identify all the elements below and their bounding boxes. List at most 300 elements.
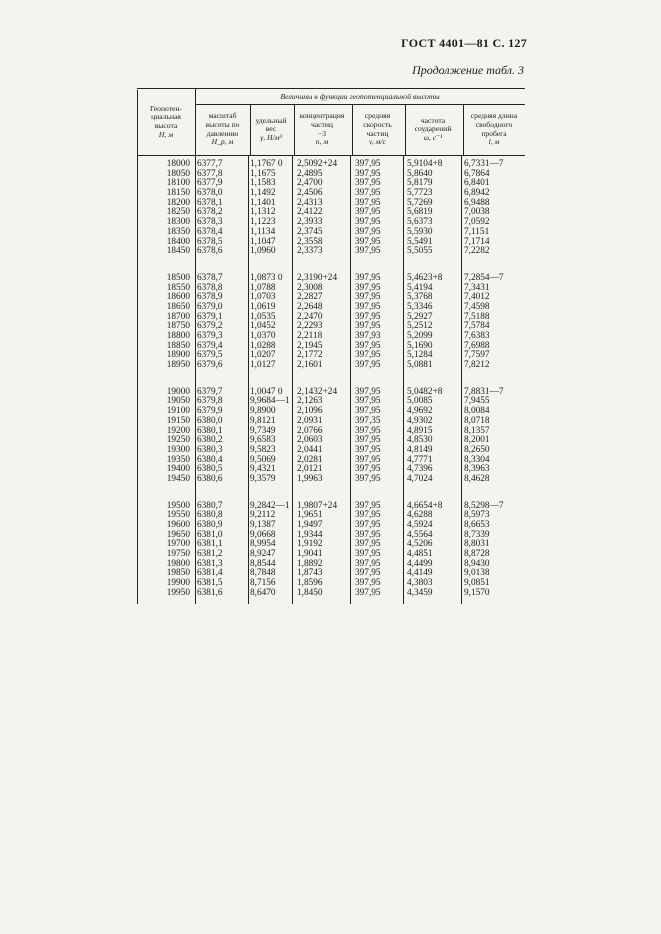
cell-n: 2,4506 (297, 188, 323, 199)
cell-n: 1,9344 (297, 529, 323, 540)
cell-w: 5,5055 (407, 246, 433, 257)
cell-l: 8,5973 (464, 510, 490, 521)
cell-h: 19100 (166, 406, 190, 417)
cell-v: 397,95 (355, 464, 381, 475)
cell-w: 5,4194 (407, 282, 433, 293)
cell-n: 2,1096 (297, 406, 323, 417)
cell-h: 19950 (166, 587, 190, 598)
cell-h: 18200 (166, 197, 190, 208)
cell-h: 18600 (166, 292, 190, 303)
table-body (137, 156, 525, 604)
cell-hp: 6378,5 (197, 236, 223, 247)
cell-l: 7,1151 (464, 226, 490, 237)
cell-w: 4,4149 (407, 568, 433, 579)
cell-hp: 6379,0 (197, 301, 223, 312)
cell-v: 397,95 (355, 321, 381, 332)
cell-v: 397,95 (355, 217, 381, 228)
cell-g: 1,0207 (250, 350, 276, 361)
cell-h: 19200 (166, 425, 190, 436)
cell-h: 18100 (166, 178, 190, 189)
cell-g: 8,9954 (250, 539, 276, 550)
cell-g: 1,1047 (250, 236, 276, 247)
cell-w: 4,9302 (407, 415, 433, 426)
cell-v: 397,95 (355, 168, 381, 179)
cell-l: 9,1570 (464, 587, 490, 598)
cell-v: 397,95 (355, 529, 381, 540)
cell-n: 2,3558 (297, 236, 323, 247)
cell-h: 18650 (166, 301, 190, 312)
cell-l: 7,2282 (464, 246, 490, 257)
cell-v: 397,95 (355, 587, 381, 598)
cell-g: 1,0960 (250, 246, 276, 257)
cell-hp: 6381,3 (197, 558, 223, 569)
cell-n: 2,5092+24 (297, 159, 338, 169)
cell-g: 1,0703 (250, 292, 276, 303)
cell-v: 397,95 (355, 197, 381, 208)
cell-g: 1,0788 (250, 282, 276, 293)
cell-hp: 6380,0 (197, 415, 223, 426)
cell-hp: 6381,6 (197, 587, 223, 598)
cell-h: 19900 (166, 578, 190, 589)
cell-v: 397,95 (355, 236, 381, 247)
cell-g: 1,1767 0 (250, 159, 283, 169)
cell-hp: 6379,4 (197, 340, 223, 351)
cell-g: 1,1401 (250, 197, 276, 208)
cell-hp: 6379,5 (197, 350, 223, 361)
cell-g: 8,7848 (250, 568, 276, 579)
header-n: концентрация частиц −3 n, м (292, 104, 353, 155)
cell-v: 397,95 (355, 549, 381, 560)
cell-v: 397,95 (355, 292, 381, 303)
cell-l: 7,5784 (464, 321, 490, 332)
cell-h: 18400 (166, 236, 190, 247)
cell-hp: 6377,7 (197, 159, 223, 169)
cell-l: 7,6383 (464, 331, 490, 341)
cell-h: 19000 (166, 386, 190, 397)
cell-l: 7,9455 (464, 396, 490, 407)
cell-n: 2,4895 (297, 168, 323, 179)
cell-w: 4,3459 (407, 587, 433, 598)
cell-v: 397,95 (355, 207, 381, 218)
cell-n: 2,3745 (297, 226, 323, 237)
cell-h: 18150 (166, 188, 190, 199)
cell-l: 8,0084 (464, 406, 490, 417)
cell-w: 4,3803 (407, 578, 433, 589)
cell-n: 1,9963 (297, 473, 323, 484)
cell-h: 18800 (166, 331, 190, 341)
cell-w: 5,6819 (407, 207, 433, 218)
cell-hp: 6380,9 (197, 520, 223, 530)
cell-g: 9,8900 (250, 406, 276, 417)
cell-n: 2,4313 (297, 197, 323, 208)
cell-hp: 6378,2 (197, 207, 223, 218)
cell-w: 4,8530 (407, 435, 433, 446)
cell-h: 18050 (166, 168, 190, 179)
cell-w: 5,1690 (407, 340, 433, 351)
cell-v: 397,95 (355, 578, 381, 589)
table-rows (137, 160, 525, 599)
cell-hp: 6381,4 (197, 568, 223, 579)
cell-g: 1,1583 (250, 178, 276, 189)
cell-hp: 6379,1 (197, 311, 223, 322)
cell-hp: 6379,3 (197, 331, 223, 341)
cell-v: 397,95 (355, 396, 381, 407)
cell-w: 5,8640 (407, 168, 433, 179)
group-gap (137, 371, 525, 388)
cell-hp: 6379,9 (197, 406, 223, 417)
header-h: Геопотен- циальная высота H, м (137, 89, 196, 155)
cell-n: 2,1772 (297, 350, 323, 361)
cell-l: 7,3431 (464, 282, 490, 293)
cell-n: 2,1601 (297, 360, 323, 371)
cell-v: 397,95 (355, 350, 381, 361)
cell-n: 2,1263 (297, 396, 323, 407)
cell-hp: 6380,4 (197, 454, 223, 465)
cell-n: 2,2118 (297, 331, 323, 341)
cell-w: 5,6373 (407, 217, 433, 228)
cell-hp: 6378,7 (197, 272, 223, 283)
cell-v: 397,95 (355, 360, 381, 371)
cell-v: 397,95 (355, 454, 381, 465)
cell-l: 7,0592 (464, 217, 490, 228)
cell-l: 8,9430 (464, 558, 490, 569)
cell-l: 8,1357 (464, 425, 490, 436)
cell-h: 18450 (166, 246, 190, 257)
cell-n: 2,1432+24 (297, 386, 338, 397)
cell-n: 1,9192 (297, 539, 323, 550)
cell-l: 9,0138 (464, 568, 490, 579)
cell-w: 5,0482+8 (407, 386, 443, 397)
cell-hp: 6381,0 (197, 529, 223, 540)
cell-h: 19550 (166, 510, 190, 521)
cell-g: 1,0288 (250, 340, 276, 351)
cell-g: 9,8121 (250, 415, 276, 426)
cell-l: 8,4628 (464, 473, 490, 484)
cell-h: 19700 (166, 539, 190, 550)
cell-n: 2,2293 (297, 321, 323, 332)
cell-v: 397,95 (355, 558, 381, 569)
cell-hp: 6378,6 (197, 246, 223, 257)
cell-n: 1,8892 (297, 558, 323, 569)
cell-v: 397,95 (355, 568, 381, 579)
cell-w: 4,4851 (407, 549, 433, 560)
cell-g: 8,8544 (250, 558, 276, 569)
cell-w: 5,2099 (407, 331, 433, 341)
header-w: частота соударений ω, с⁻¹ (403, 104, 464, 155)
cell-h: 19450 (166, 473, 190, 484)
page-header: ГОСТ 4401—81 С. 127 (401, 36, 527, 50)
cell-hp: 6381,1 (197, 539, 223, 550)
cell-n: 1,8743 (297, 568, 323, 579)
cell-g: 1,1312 (250, 207, 276, 218)
cell-g: 8,6470 (250, 587, 276, 598)
cell-w: 5,0085 (407, 396, 433, 407)
cell-n: 2,0121 (297, 464, 323, 475)
group-gap (137, 485, 525, 502)
cell-w: 5,3346 (407, 301, 433, 312)
cell-n: 1,9807+24 (297, 500, 338, 511)
cell-g: 9,7349 (250, 425, 276, 436)
cell-l: 8,5298—7 (464, 500, 504, 511)
cell-w: 5,1284 (407, 350, 433, 361)
cell-n: 2,2470 (297, 311, 323, 322)
cell-g: 1,0047 0 (250, 386, 283, 397)
header-hp: масштаб высоты по давлению H_p, м (195, 104, 251, 155)
cell-w: 4,7771 (407, 454, 433, 465)
cell-v: 397,95 (355, 435, 381, 446)
cell-n: 2,0603 (297, 435, 323, 446)
cell-h: 19300 (166, 444, 190, 455)
cell-l: 7,8831—7 (464, 386, 504, 397)
cell-v: 397,95 (355, 510, 381, 521)
cell-h: 19650 (166, 529, 190, 540)
cell-n: 2,0931 (297, 415, 323, 426)
cell-w: 4,9692 (407, 406, 433, 417)
cell-n: 1,8450 (297, 587, 323, 598)
cell-l: 6,9488 (464, 197, 490, 208)
cell-w: 5,7723 (407, 188, 433, 199)
cell-l: 7,5188 (464, 311, 490, 322)
cell-l: 7,8212 (464, 360, 490, 371)
cell-hp: 6377,9 (197, 178, 223, 189)
cell-hp: 6380,3 (197, 444, 223, 455)
cell-h: 19150 (166, 415, 190, 426)
header-group: Величины в функции геопотенциальной высоты масштаб высоты по давлению H_p, м удельный вес γ, Н/м³ концентрация частиц −3 n, м средняя скорость частиц v, м/с частота соударений ω, с⁻¹ средняя длина свободного пробега l, м (195, 89, 525, 155)
cell-g: 9,2112 (250, 510, 276, 521)
group-gap (137, 257, 525, 274)
cell-w: 5,2927 (407, 311, 433, 322)
cell-v: 397,93 (355, 331, 381, 341)
cell-l: 8,0718 (464, 415, 490, 426)
cell-n: 2,1945 (297, 340, 323, 351)
table-row (137, 475, 525, 485)
cell-w: 5,3768 (407, 292, 433, 303)
table-row (137, 361, 525, 371)
cell-n: 1,8596 (297, 578, 323, 589)
cell-w: 4,5924 (407, 520, 433, 530)
cell-g: 9,2842—1 (250, 500, 290, 511)
cell-h: 18850 (166, 340, 190, 351)
cell-w: 5,8179 (407, 178, 433, 189)
cell-v: 397,95 (355, 473, 381, 484)
cell-h: 19400 (166, 464, 190, 475)
cell-w: 5,5491 (407, 236, 433, 247)
cell-hp: 6377,8 (197, 168, 223, 179)
cell-h: 19800 (166, 558, 190, 569)
cell-l: 6,8401 (464, 178, 490, 189)
header-gamma: удельный вес γ, Н/м³ (248, 104, 295, 155)
cell-v: 397,95 (355, 539, 381, 550)
header-l: средняя длина свободного пробега l, м (470, 111, 518, 147)
cell-n: 2,0441 (297, 444, 323, 455)
cell-n: 2,2648 (297, 301, 323, 312)
cell-v: 397,95 (355, 520, 381, 530)
cell-g: 9,6583 (250, 435, 276, 446)
cell-v: 397,95 (355, 159, 381, 169)
cell-l: 8,7339 (464, 529, 490, 540)
cell-l: 7,0038 (464, 207, 490, 218)
cell-g: 9,1387 (250, 520, 276, 530)
cell-h: 19750 (166, 549, 190, 560)
cell-n: 2,0281 (297, 454, 323, 465)
cell-l: 7,4012 (464, 292, 490, 303)
cell-h: 19250 (166, 435, 190, 446)
cell-hp: 6380,8 (197, 510, 223, 521)
cell-h: 18300 (166, 217, 190, 228)
cell-n: 2,3190+24 (297, 272, 338, 283)
header-v: средняя скорость частиц v, м/с (350, 104, 406, 155)
cell-l: 8,8728 (464, 549, 490, 560)
cell-h: 18950 (166, 360, 190, 371)
cell-hp: 6380,2 (197, 435, 223, 446)
cell-hp: 6380,5 (197, 464, 223, 475)
cell-w: 5,0881 (407, 360, 433, 371)
cell-g: 1,0452 (250, 321, 276, 332)
cell-n: 2,3933 (297, 217, 323, 228)
cell-hp: 6378,3 (197, 217, 223, 228)
cell-w: 5,9104+8 (407, 159, 443, 169)
cell-h: 18900 (166, 350, 190, 361)
cell-l: 8,8031 (464, 539, 490, 550)
cell-h: 19500 (166, 500, 190, 511)
cell-v: 397,95 (355, 386, 381, 397)
cell-n: 2,4700 (297, 178, 323, 189)
cell-v: 397,95 (355, 406, 381, 417)
cell-l: 8,3304 (464, 454, 490, 465)
cell-g: 1,1223 (250, 217, 276, 228)
cell-g: 1,0535 (250, 311, 276, 322)
cell-h: 18500 (166, 272, 190, 283)
cell-w: 5,4623+8 (407, 272, 443, 283)
cell-h: 18550 (166, 282, 190, 293)
cell-hp: 6379,8 (197, 396, 223, 407)
cell-w: 4,5564 (407, 529, 433, 540)
cell-w: 4,7024 (407, 473, 433, 484)
cell-g: 9,3579 (250, 473, 276, 484)
cell-hp: 6380,6 (197, 473, 223, 484)
cell-g: 9,0668 (250, 529, 276, 540)
cell-v: 397,95 (355, 301, 381, 312)
cell-l: 7,7597 (464, 350, 490, 361)
cell-l: 7,1714 (464, 236, 490, 247)
cell-hp: 6380,1 (197, 425, 223, 436)
cell-g: 9,4321 (250, 464, 276, 475)
table-row (137, 589, 525, 599)
cell-n: 2,3008 (297, 282, 323, 293)
cell-h: 19850 (166, 568, 190, 579)
cell-g: 1,1134 (250, 226, 276, 237)
cell-h: 18000 (166, 159, 190, 169)
cell-n: 2,0766 (297, 425, 323, 436)
cell-l: 8,3963 (464, 464, 490, 475)
cell-l: 6,8942 (464, 188, 490, 199)
cell-l: 6,7331—7 (464, 159, 504, 169)
cell-h: 18250 (166, 207, 190, 218)
cell-v: 397,95 (355, 444, 381, 455)
cell-w: 5,7269 (407, 197, 433, 208)
cell-w: 5,5930 (407, 226, 433, 237)
cell-v: 397,35 (355, 415, 381, 426)
cell-w: 4,6654+8 (407, 500, 443, 511)
cell-w: 4,8149 (407, 444, 433, 455)
cell-h: 19600 (166, 520, 190, 530)
cell-n: 2,3373 (297, 246, 323, 257)
cell-v: 397,95 (355, 188, 381, 199)
cell-v: 397,95 (355, 311, 381, 322)
cell-w: 4,4499 (407, 558, 433, 569)
cell-l: 8,2001 (464, 435, 490, 446)
cell-l: 8,6653 (464, 520, 490, 530)
cell-w: 4,5206 (407, 539, 433, 550)
cell-n: 1,9497 (297, 520, 323, 530)
cell-h: 19050 (166, 396, 190, 407)
cell-v: 397,95 (355, 500, 381, 511)
cell-g: 8,7156 (250, 578, 276, 589)
cell-w: 4,7396 (407, 464, 433, 475)
cell-h: 19350 (166, 454, 190, 465)
table-row (137, 247, 525, 257)
cell-g: 9,5069 (250, 454, 276, 465)
cell-g: 1,0370 (250, 331, 276, 341)
cell-hp: 6379,7 (197, 386, 223, 397)
cell-l: 7,6988 (464, 340, 490, 351)
cell-hp: 6378,9 (197, 292, 223, 303)
cell-v: 397,95 (355, 246, 381, 257)
cell-h: 18750 (166, 321, 190, 332)
cell-g: 8,9247 (250, 549, 276, 560)
cell-h: 18350 (166, 226, 190, 237)
cell-v: 397,95 (355, 282, 381, 293)
cell-l: 7,4598 (464, 301, 490, 312)
cell-hp: 6378,1 (197, 197, 223, 208)
cell-hp: 6381,2 (197, 549, 223, 560)
cell-l: 6,7864 (464, 168, 490, 179)
cell-g: 1,0619 (250, 301, 276, 312)
cell-g: 1,0127 (250, 360, 276, 371)
cell-v: 397,95 (355, 272, 381, 283)
table-header (137, 89, 525, 156)
cell-v: 397,95 (355, 178, 381, 189)
cell-v: 397,95 (355, 425, 381, 436)
cell-g: 9,5823 (250, 444, 276, 455)
cell-l: 8,2650 (464, 444, 490, 455)
cell-hp: 6379,2 (197, 321, 223, 332)
cell-v: 397,95 (355, 340, 381, 351)
cell-hp: 6379,6 (197, 360, 223, 371)
cell-g: 1,1675 (250, 168, 276, 179)
cell-hp: 6378,4 (197, 226, 223, 237)
cell-w: 4,6288 (407, 510, 433, 521)
cell-hp: 6378,0 (197, 188, 223, 199)
cell-l: 9,0851 (464, 578, 490, 589)
cell-n: 1,9651 (297, 510, 323, 521)
cell-g: 1,1492 (250, 188, 276, 199)
cell-n: 2,2827 (297, 292, 323, 303)
cell-w: 4,8915 (407, 425, 433, 436)
cell-g: 9,9684—1 (250, 396, 290, 407)
table-continuation-caption: Продолжение табл. 3 (412, 63, 524, 77)
cell-v: 397,95 (355, 226, 381, 237)
cell-hp: 6381,5 (197, 578, 223, 589)
cell-n: 2,4122 (297, 207, 323, 218)
cell-w: 5,2512 (407, 321, 433, 332)
cell-hp: 6378,8 (197, 282, 223, 293)
cell-h: 18700 (166, 311, 190, 322)
atmosphere-table (137, 88, 525, 604)
cell-hp: 6380,7 (197, 500, 223, 511)
cell-l: 7,2854—7 (464, 272, 504, 283)
cell-g: 1,0873 0 (250, 272, 283, 283)
